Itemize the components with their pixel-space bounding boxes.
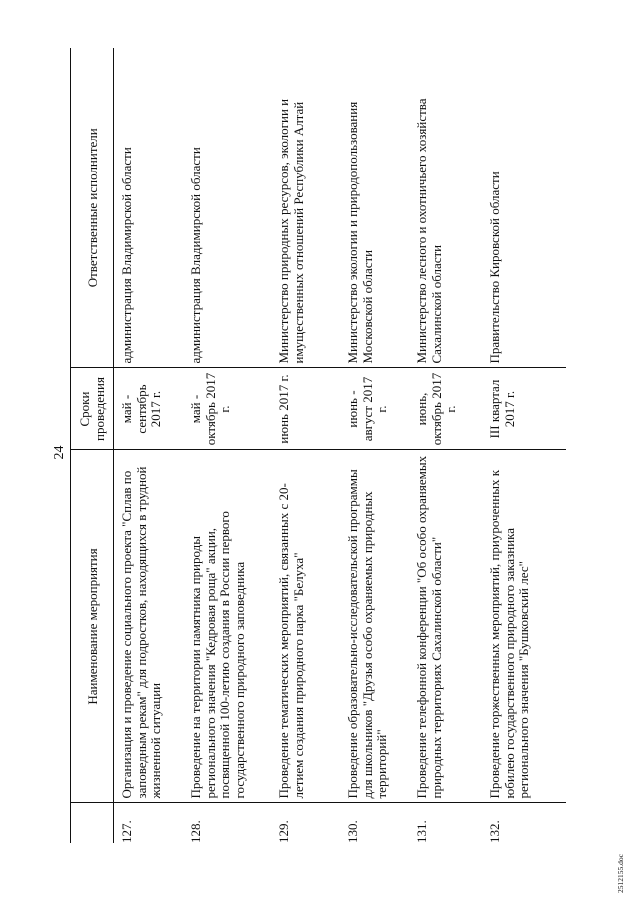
row-responsible: администрация Владимирской области — [114, 48, 185, 368]
header-number — [71, 803, 114, 843]
document-code: 2512155.doc — [616, 854, 625, 893]
row-number: 128. — [184, 803, 272, 843]
row-name: Проведение тематических мероприятий, связанных с 20-летием создания природного парка "Белуха" — [272, 450, 341, 803]
row-responsible: администрация Владимирской области — [184, 48, 272, 368]
events-table — [70, 48, 566, 843]
row-name: Проведение образовательно-исследовательской программы для школьников "Друзья особо охраняемых природных территорий" — [341, 450, 410, 803]
row-responsible: Министерство природных ресурсов, экологии и имущественных отношений Республики Алтай — [272, 48, 341, 368]
header-responsible: Ответственные исполнители — [71, 48, 114, 368]
row-name: Проведение на территории памятника природы регионального значения "Кедровая роща" акции, посвященной 100-летию создания в России первого государственного природного заповедника — [184, 450, 272, 803]
table-row — [341, 48, 410, 843]
table-header-row — [71, 48, 114, 843]
header-name: Наименование мероприятия — [71, 450, 114, 803]
row-name: Проведение телефонной конференции "Об особо охраняемых природных территориях Сахалинской области" — [410, 450, 483, 803]
row-name: Проведение торжественных мероприятий, приуроченных к юбилею государственного природного заказника регионального значения "Бушковский лес" — [483, 450, 566, 803]
table-row — [114, 48, 185, 843]
row-dates: июнь - август 2017 г. — [341, 368, 410, 450]
page-number: 24 — [52, 445, 67, 460]
row-responsible: Министерство экологии и природопользования Московской области — [341, 48, 410, 368]
row-dates: июнь 2017 г. — [272, 368, 341, 450]
row-number: 132. — [483, 803, 566, 843]
row-responsible: Правительство Кировской области — [483, 48, 566, 368]
row-number: 127. — [114, 803, 185, 843]
table-row — [272, 48, 341, 843]
row-dates: май - октябрь 2017 г. — [184, 368, 272, 450]
row-number: 131. — [410, 803, 483, 843]
table-row — [483, 48, 566, 843]
table-row — [410, 48, 483, 843]
row-name: Организация и проведение социального проекта "Сплав по заповедным рекам" для подростков, находящихся в трудной жизненной ситуации — [114, 450, 185, 803]
row-responsible: Министерство лесного и охотничьего хозяйства Сахалинской области — [410, 48, 483, 368]
row-dates: III квартал 2017 г. — [483, 368, 566, 450]
row-dates: май - сентябрь 2017 г. — [114, 368, 185, 450]
header-dates: Сроки проведения — [71, 368, 114, 450]
table-row — [184, 48, 272, 843]
row-dates: июнь, октябрь 2017 г. — [410, 368, 483, 450]
row-number: 129. — [272, 803, 341, 843]
row-number: 130. — [341, 803, 410, 843]
